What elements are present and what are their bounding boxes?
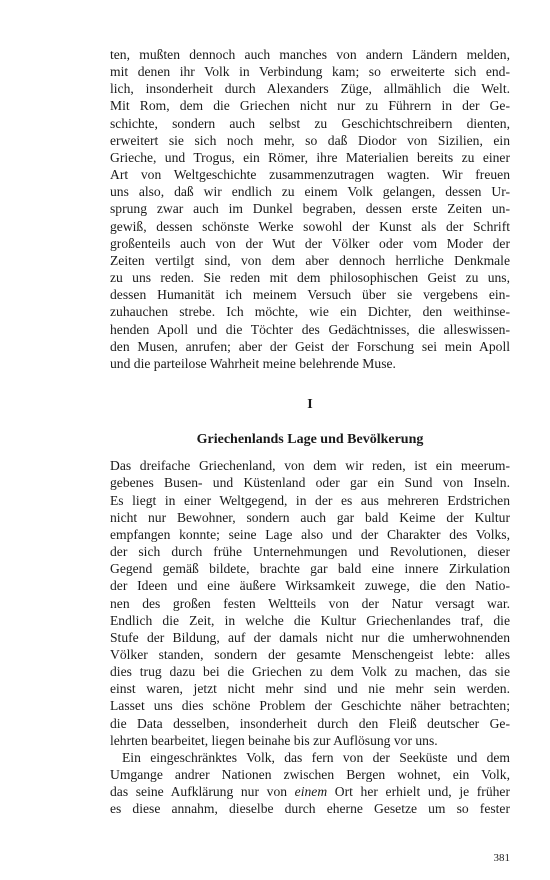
- page-body: [110, 46, 510, 818]
- paragraph-2: [110, 749, 510, 818]
- text-line: Grieche, und Trogus, ein Römer, ihre Materialien bereits zu einer: [110, 149, 510, 165]
- text-line: dies trug dazu bei die Griechen zu dem Volk zu machen, das sie: [110, 664, 510, 680]
- text-line: großenteils auch von der Wut der Völker oder vom Moder der: [110, 235, 510, 251]
- text-segment: Ort her erhielt und, je früher: [327, 784, 510, 800]
- text-line: Gegend gemäß bildete, brachte gar bald eine innere Zirkulation: [110, 561, 510, 577]
- text-line: der sich durch frühe Unternehmungen und Revolutionen, dieser: [110, 544, 510, 560]
- text-line: empfangen konnte; seine Lage also und der Charakter des Volks,: [110, 526, 510, 542]
- text-line: es diese annahm, dieselbe durch eherne Gesetze um so fester: [110, 801, 510, 817]
- text-line: den Musen, anrufen; aber der Geist der Forschung sei mein Apoll: [110, 338, 510, 354]
- text-line: schichte, sondern auch selbst zu Geschichtschreibern dienten,: [110, 115, 510, 131]
- text-line: Umgange andrer Nationen zwischen Bergen wohnet, ein Volk,: [110, 767, 510, 783]
- text-line: Stufe der Bildung, auf der damals nicht nur die umherwohnenden: [110, 629, 510, 645]
- text-line: gewiß, dessen schönste Werke sowohl der Kunst als der Schrift: [110, 218, 510, 234]
- chapter-title: Griechenlands Lage und Bevölkerung: [196, 432, 424, 448]
- text-line: dessen Humanität ich meinem Versuch über sie vergebens ein-: [110, 287, 510, 303]
- intro-paragraph: [110, 46, 510, 372]
- text-line: Art von Weltgeschichte zusammenzutragen wagten. Wir freuen: [110, 167, 510, 183]
- text-line: erweitert sie sich noch mehr, so daß Diodor von Sizilien, ein: [110, 132, 510, 148]
- text-line: einst waren, jetzt nicht mehr sind und nie mehr sein werden.: [110, 681, 510, 697]
- chapter-number: I: [307, 396, 313, 412]
- text-line: Endlich die Zeit, in welche die Kultur Griechenlandes traf, die: [110, 612, 510, 628]
- paragraph-1: [110, 457, 510, 749]
- text-line: und die parteilose Wahrheit meine belehrende Muse.: [110, 355, 396, 371]
- text-line: Völker standen, sondern der gesamte Menschengeist lebte: alles: [110, 647, 510, 662]
- text-line: zuhauchen strebe. Ich möchte, wie ein Dichter, den weithinse-: [110, 304, 510, 320]
- text-line: Lasset uns dies schöne Problem der Geschichte näher betrachten;: [110, 698, 510, 714]
- page-number: 381: [493, 852, 510, 864]
- text-line: der Ideen und eine äußere Wirksamkeit zuwege, die den Natio-: [110, 578, 510, 594]
- text-line: ten, mußten dennoch auch manches von andern Ländern melden,: [110, 47, 510, 62]
- text-line: Mit Rom, dem die Griechen nicht nur zu Führern in der Ge-: [110, 98, 510, 114]
- text-line-with-emphasis: [110, 783, 510, 800]
- text-line: henden Apoll und die Töchter des Gedächtnisses, die alleswissen-: [110, 321, 510, 337]
- text-line: gebenes Busen- und Küstenland oder gar ein Sund von Inseln.: [110, 475, 510, 491]
- text-line: Es liegt in einer Weltgegend, in der es aus mehreren Erdstrichen: [110, 492, 510, 508]
- text-line: Ein eingeschränktes Volk, das fern von der Seeküste und dem: [122, 749, 510, 765]
- text-line: mit denen ihr Volk in Verbindung kam; so erweiterte sich end-: [110, 64, 510, 80]
- text-line: die Data desselben, insonderheit durch den Fleiß deutscher Ge-: [110, 715, 510, 731]
- text-line: lehrten bearbeitet, liegen beinahe bis zur Auflösung vor uns.: [110, 732, 438, 748]
- text-line: sprung zwar auch im Dunkel begraben, dessen erste Zeiten un-: [110, 201, 510, 217]
- text-line: nen des großen festen Weltteils von der Natur versagt war.: [110, 595, 510, 611]
- emphasized-word: einem: [294, 784, 328, 800]
- text-line: uns also, daß wir endlich zu einem Volk gelangen, dessen Ur-: [110, 184, 510, 200]
- text-line: zu uns reden. Sie reden mit dem philosophischen Geist zu uns,: [110, 270, 510, 286]
- text-line: nicht nur Bewohner, sondern auch gar bald Keime der Kultur: [110, 509, 510, 525]
- text-line: Zeiten vertilgt sind, von dem aber dennoch herrliche Denkmale: [110, 252, 510, 268]
- text-segment: das seine Aufklärung nur von: [110, 784, 295, 800]
- text-line: lich, insonderheit durch Alexanders Züge, allmählich die Welt.: [110, 81, 510, 97]
- text-line: Das dreifache Griechenland, von dem wir reden, ist ein meerum-: [110, 458, 510, 474]
